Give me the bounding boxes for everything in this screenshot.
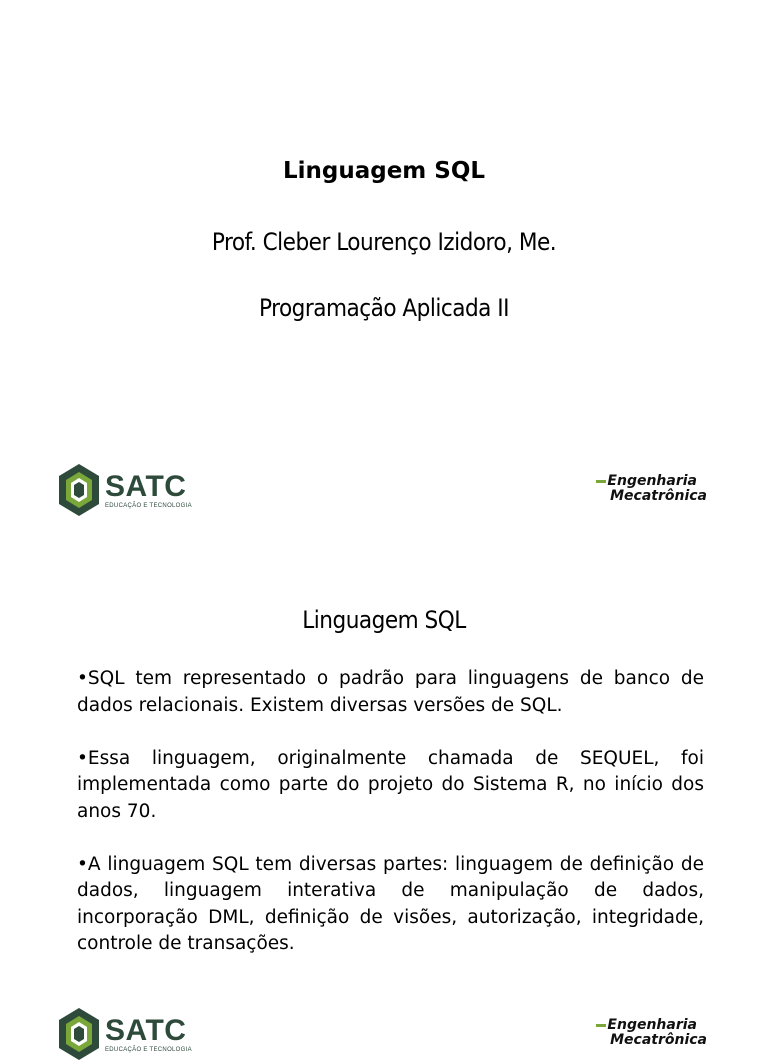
- satc-logo-tagline: EDUCAÇÃO E TECNOLOGIA: [105, 502, 192, 509]
- eng-logo-line1: Engenharia: [607, 473, 697, 489]
- slide-2: [55, 568, 713, 1053]
- satc-logo: [57, 462, 192, 518]
- paragraph: •SQL tem representado o padrão para linguagens de banco de dados relacionais. Existem diversas versões de SQL.: [77, 668, 704, 716]
- slide-title: Linguagem SQL: [302, 606, 466, 634]
- satc-logo-name: SATC: [105, 1013, 187, 1047]
- paragraph: •Essa linguagem, originalmente chamada de SEQUEL, foi implementada como parte do projeto do Sistema R, no início dos anos 70.: [77, 747, 704, 822]
- satc-logo-tagline: EDUCAÇÃO E TECNOLOGIA: [105, 1046, 192, 1053]
- slide-1: [55, 18, 713, 548]
- satc-logo: [57, 1006, 192, 1062]
- engenharia-mecatronica-logo: [596, 1018, 707, 1048]
- engenharia-mecatronica-logo: [596, 474, 707, 504]
- satc-logo-name: SATC: [105, 469, 187, 503]
- paragraph: •A linguagem SQL tem diversas partes: linguagem de definição de dados, linguagem interativa de manipulação de dados, incorporação DML, definição de visões, autorização, integridade, controle de transações.: [77, 853, 704, 954]
- author-line: Prof. Cleber Lourenço Izidoro, Me.: [211, 228, 557, 256]
- slide-body: [77, 666, 704, 984]
- course-name: Programação Aplicada II: [259, 294, 509, 322]
- gear-accent-icon: [596, 480, 606, 483]
- eng-logo-line2: Mecatrônica: [610, 488, 707, 504]
- satc-hexagon-icon: [57, 462, 101, 518]
- eng-logo-line1: Engenharia: [607, 1017, 697, 1033]
- eng-logo-line2: Mecatrônica: [610, 1032, 707, 1048]
- satc-hexagon-icon: [57, 1006, 101, 1062]
- slide-title: Linguagem SQL: [282, 158, 486, 184]
